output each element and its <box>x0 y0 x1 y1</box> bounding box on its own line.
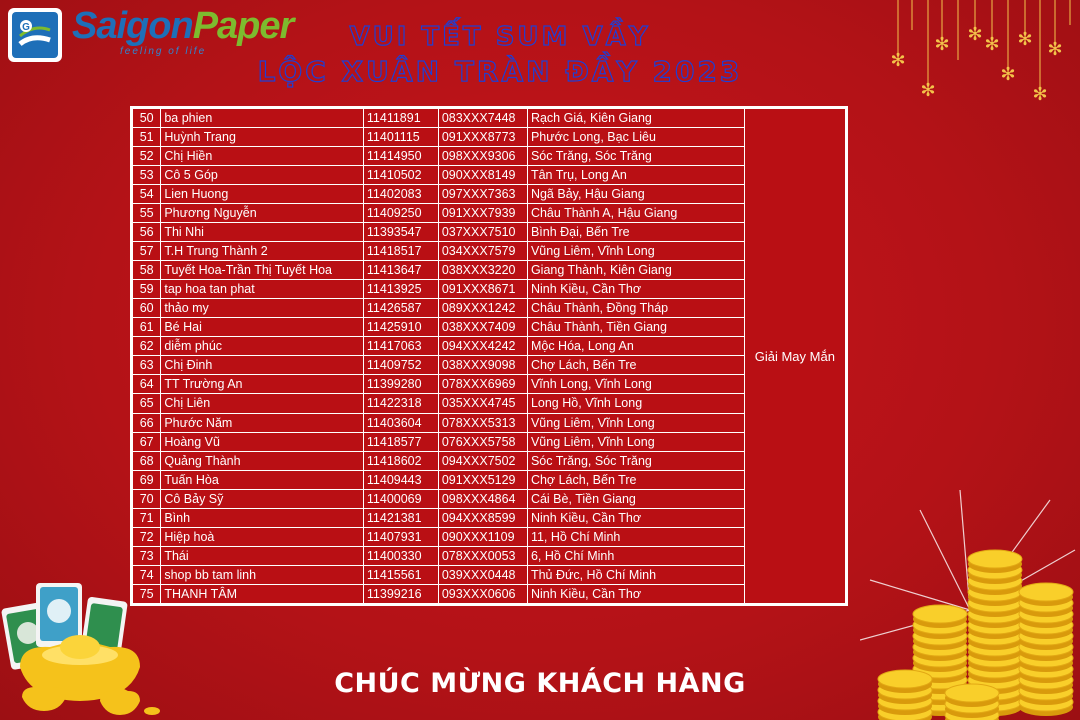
row-number: 54 <box>133 185 161 204</box>
table-row <box>133 337 846 356</box>
customer-address: Ngã Bảy, Hậu Giang <box>527 185 744 204</box>
customer-address: Cái Bè, Tiền Giang <box>527 489 744 508</box>
row-number: 66 <box>133 413 161 432</box>
customer-code: 11393547 <box>363 223 438 242</box>
customer-name: Chị Hiền <box>161 147 364 166</box>
table-row <box>133 565 846 584</box>
customer-name: Quảng Thành <box>161 451 364 470</box>
phone-number: 091XXX5129 <box>438 470 527 489</box>
phone-number: 035XXX4745 <box>438 394 527 413</box>
phone-number: 089XXX1242 <box>438 299 527 318</box>
table-row <box>133 546 846 565</box>
table-row <box>133 128 846 147</box>
table-row <box>133 299 846 318</box>
table-row <box>133 147 846 166</box>
table-row <box>133 508 846 527</box>
customer-code: 11399216 <box>363 584 438 603</box>
customer-name: Lien Huong <box>161 185 364 204</box>
row-number: 67 <box>133 432 161 451</box>
customer-code: 11399280 <box>363 375 438 394</box>
phone-number: 097XXX7363 <box>438 185 527 204</box>
phone-number: 091XXX8671 <box>438 280 527 299</box>
customer-address: Vũng Liêm, Vĩnh Long <box>527 413 744 432</box>
svg-text:✻: ✻ <box>934 34 950 55</box>
table-row <box>133 413 846 432</box>
header-title-line2: LỘC XUÂN TRÀN ĐẦY 2023 <box>257 55 743 88</box>
brand-name-part1: Saigon <box>72 5 193 47</box>
svg-text:G: G <box>22 22 30 33</box>
customer-address: Châu Thành A, Hậu Giang <box>527 204 744 223</box>
customer-code: 11414950 <box>363 147 438 166</box>
customer-code: 11411891 <box>363 109 438 128</box>
brand-tagline: feeling of life <box>120 46 207 57</box>
customer-name: ba phien <box>161 109 364 128</box>
row-number: 70 <box>133 489 161 508</box>
row-number: 51 <box>133 128 161 147</box>
customer-code: 11409752 <box>363 356 438 375</box>
customer-name: Chị Đinh <box>161 356 364 375</box>
row-number: 65 <box>133 394 161 413</box>
customer-address: Ninh Kiều, Cần Thơ <box>527 508 744 527</box>
customer-code: 11415561 <box>363 565 438 584</box>
customer-address: Thủ Đức, Hồ Chí Minh <box>527 565 744 584</box>
table-row <box>133 318 846 337</box>
row-number: 60 <box>133 299 161 318</box>
row-number: 59 <box>133 280 161 299</box>
phone-number: 094XXX8599 <box>438 508 527 527</box>
table-row <box>133 451 846 470</box>
brand-name-part2: Paper <box>192 5 294 47</box>
customer-name: diễm phúc <box>161 337 364 356</box>
row-number: 63 <box>133 356 161 375</box>
customer-name: THANH TÂM <box>161 584 364 603</box>
customer-address: Ninh Kiều, Cần Thơ <box>527 280 744 299</box>
svg-text:✻: ✻ <box>1032 84 1048 105</box>
row-number: 62 <box>133 337 161 356</box>
customer-code: 11426587 <box>363 299 438 318</box>
table-row <box>133 204 846 223</box>
customer-code: 11418602 <box>363 451 438 470</box>
customer-name: thảo my <box>161 299 364 318</box>
customer-address: Giang Thành, Kiên Giang <box>527 261 744 280</box>
customer-address: 6, Hồ Chí Minh <box>527 546 744 565</box>
table-row <box>133 166 846 185</box>
phone-number: 038XXX9098 <box>438 356 527 375</box>
customer-name: Huỳnh Trang <box>161 128 364 147</box>
customer-code: 11417063 <box>363 337 438 356</box>
customer-name: Tuấn Hòa <box>161 470 364 489</box>
customer-address: Châu Thành, Đồng Tháp <box>527 299 744 318</box>
svg-text:✻: ✻ <box>1047 39 1063 60</box>
customer-name: Phương Nguyễn <box>161 204 364 223</box>
row-number: 64 <box>133 375 161 394</box>
row-number: 69 <box>133 470 161 489</box>
row-number: 53 <box>133 166 161 185</box>
row-number: 57 <box>133 242 161 261</box>
table-row <box>133 280 846 299</box>
customer-address: Ninh Kiều, Cần Thơ <box>527 584 744 603</box>
phone-number: 098XXX4864 <box>438 489 527 508</box>
table-row <box>133 527 846 546</box>
customer-name: Hiệp hoà <box>161 527 364 546</box>
winners-table <box>132 108 846 604</box>
customer-code: 11400069 <box>363 489 438 508</box>
table-row <box>133 185 846 204</box>
winners-table-frame <box>130 106 848 606</box>
customer-code: 11422318 <box>363 394 438 413</box>
phone-number: 034XXX7579 <box>438 242 527 261</box>
svg-text:✻: ✻ <box>1000 64 1016 85</box>
phone-number: 038XXX3220 <box>438 261 527 280</box>
phone-number: 078XXX6969 <box>438 375 527 394</box>
footer-congrats: CHÚC MỪNG KHÁCH HÀNG <box>334 668 746 699</box>
customer-address: Sóc Trăng, Sóc Trăng <box>527 147 744 166</box>
customer-code: 11410502 <box>363 166 438 185</box>
phone-number: 078XXX0053 <box>438 546 527 565</box>
table-row <box>133 489 846 508</box>
customer-code: 11409250 <box>363 204 438 223</box>
customer-name: tap hoa tan phat <box>161 280 364 299</box>
customer-code: 11407931 <box>363 527 438 546</box>
svg-text:✻: ✻ <box>984 34 1000 55</box>
phone-number: 098XXX9306 <box>438 147 527 166</box>
prize-name: Giải May Mắn <box>744 109 845 604</box>
customer-code: 11400330 <box>363 546 438 565</box>
phone-number: 038XXX7409 <box>438 318 527 337</box>
phone-number: 094XXX7502 <box>438 451 527 470</box>
customer-code: 11413925 <box>363 280 438 299</box>
svg-text:✻: ✻ <box>920 80 936 101</box>
table-row <box>133 356 846 375</box>
phone-number: 091XXX8773 <box>438 128 527 147</box>
svg-text:✻: ✻ <box>967 24 983 45</box>
customer-address: Vũng Liêm, Vĩnh Long <box>527 242 744 261</box>
customer-name: Hoàng Vũ <box>161 432 364 451</box>
customer-address: Mộc Hóa, Long An <box>527 337 744 356</box>
phone-number: 076XXX5758 <box>438 432 527 451</box>
customer-name: Bé Hai <box>161 318 364 337</box>
customer-address: 11, Hồ Chí Minh <box>527 527 744 546</box>
customer-name: Cô 5 Góp <box>161 166 364 185</box>
row-number: 55 <box>133 204 161 223</box>
customer-name: Cô Bảy Sỹ <box>161 489 364 508</box>
table-row <box>133 375 846 394</box>
customer-code: 11425910 <box>363 318 438 337</box>
phone-number: 090XXX1109 <box>438 527 527 546</box>
row-number: 73 <box>133 546 161 565</box>
customer-code: 11413647 <box>363 261 438 280</box>
customer-address: Vĩnh Long, Vĩnh Long <box>527 375 744 394</box>
row-number: 50 <box>133 109 161 128</box>
customer-address: Bình Đại, Bến Tre <box>527 223 744 242</box>
table-row <box>133 223 846 242</box>
hanging-ornaments-icon <box>880 0 1080 110</box>
table-row <box>133 394 846 413</box>
phone-number: 078XXX5313 <box>438 413 527 432</box>
customer-address: Tân Trụ, Long An <box>527 166 744 185</box>
customer-name: TT Trường An <box>161 375 364 394</box>
svg-text:✻: ✻ <box>1017 29 1033 50</box>
row-number: 58 <box>133 261 161 280</box>
row-number: 68 <box>133 451 161 470</box>
customer-code: 11403604 <box>363 413 438 432</box>
row-number: 61 <box>133 318 161 337</box>
phone-number: 090XXX8149 <box>438 166 527 185</box>
row-number: 72 <box>133 527 161 546</box>
phone-number: 094XXX4242 <box>438 337 527 356</box>
customer-address: Vũng Liêm, Vĩnh Long <box>527 432 744 451</box>
customer-code: 11409443 <box>363 470 438 489</box>
phone-number: 039XXX0448 <box>438 565 527 584</box>
customer-address: Chợ Lách, Bến Tre <box>527 470 744 489</box>
customer-name: T.H Trung Thành 2 <box>161 242 364 261</box>
row-number: 74 <box>133 565 161 584</box>
customer-name: Tuyết Hoa-Trần Thị Tuyết Hoa <box>161 261 364 280</box>
phone-number: 083XXX7448 <box>438 109 527 128</box>
customer-name: Thi Nhi <box>161 223 364 242</box>
phone-number: 093XXX0606 <box>438 584 527 603</box>
row-number: 52 <box>133 147 161 166</box>
table-row <box>133 432 846 451</box>
table-row <box>133 109 846 128</box>
customer-name: Phước Năm <box>161 413 364 432</box>
svg-text:✻: ✻ <box>890 50 906 71</box>
table-row <box>133 242 846 261</box>
row-number: 56 <box>133 223 161 242</box>
customer-name: Bình <box>161 508 364 527</box>
customer-address: Phước Long, Bạc Liêu <box>527 128 744 147</box>
customer-name: shop bb tam linh <box>161 565 364 584</box>
customer-address: Long Hồ, Vĩnh Long <box>527 394 744 413</box>
phone-number: 037XXX7510 <box>438 223 527 242</box>
customer-code: 11418577 <box>363 432 438 451</box>
customer-code: 11421381 <box>363 508 438 527</box>
table-row <box>133 470 846 489</box>
customer-address: Chợ Lách, Bến Tre <box>527 356 744 375</box>
table-row <box>133 261 846 280</box>
table-row <box>133 584 846 603</box>
customer-name: Chị Liên <box>161 394 364 413</box>
customer-code: 11418517 <box>363 242 438 261</box>
phone-number: 091XXX7939 <box>438 204 527 223</box>
row-number: 75 <box>133 584 161 603</box>
customer-code: 11401115 <box>363 128 438 147</box>
customer-address: Châu Thành, Tiền Giang <box>527 318 744 337</box>
row-number: 71 <box>133 508 161 527</box>
customer-address: Rạch Giá, Kiên Giang <box>527 109 744 128</box>
customer-name: Thái <box>161 546 364 565</box>
customer-address: Sóc Trăng, Sóc Trăng <box>527 451 744 470</box>
header-title-line1: VUI TẾT SUM VẦY <box>349 22 651 52</box>
customer-code: 11402083 <box>363 185 438 204</box>
